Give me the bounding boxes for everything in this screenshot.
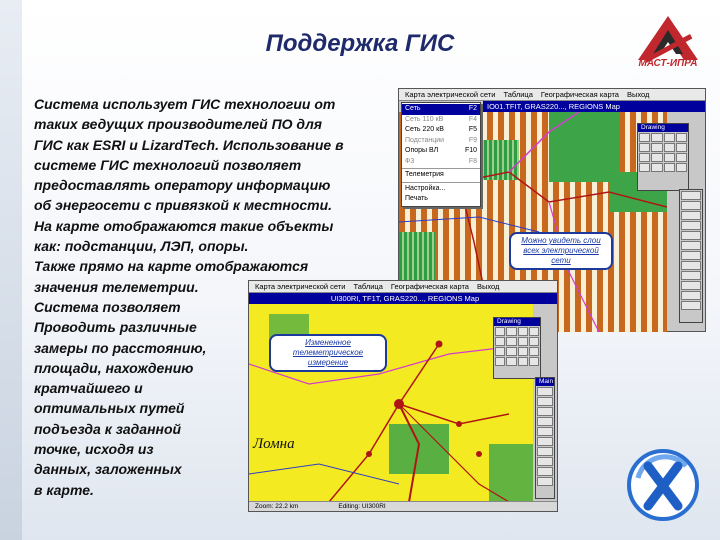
menu-item[interactable]: Карта электрической сети [405,90,496,99]
tool-button[interactable] [681,291,701,300]
tool-button[interactable] [664,133,675,142]
tool-button[interactable] [681,251,701,260]
map-window-title: UI300RI, TF1T, GRAS220..., REGIONS Map [249,293,557,304]
tool-button[interactable] [495,347,505,356]
menu-item[interactable]: Карта электрической сети [255,282,346,291]
tool-button[interactable] [537,427,553,436]
status-bar [249,501,557,511]
tool-button[interactable] [664,163,675,172]
tool-button[interactable] [639,133,650,142]
tool-button[interactable] [537,417,553,426]
status-editing: Editing: UI300RI [338,503,386,510]
map-window-title: IO01.TFIT, GRAS220..., REGIONS Map [483,101,705,112]
tool-button[interactable] [681,271,701,280]
x-brand-icon [626,448,700,522]
drawing-palette [637,123,689,191]
tool-button[interactable] [639,163,650,172]
tool-button[interactable] [681,301,701,310]
tool-button[interactable] [495,357,505,366]
tool-button[interactable] [506,347,516,356]
tool-button[interactable] [681,281,701,290]
gis-screenshot-telemetry [248,280,558,512]
tool-button[interactable] [518,327,528,336]
tool-button[interactable] [676,153,687,162]
body-text: Система использует ГИС технологии от таких ведущих производителей ПО для ГИС как ESRI и LizardTech. Использование в системе ГИС технологий позволяет предоставлять оператору информацию об энергосети с привязкой к местности. На карте отображаются такие объекты как: подстанции, ЛЭП, опоры. Также прямо на карте отображаются значения телеметрии. Система позволяет Проводить различные замеры по расстоянию, площади, нахождению кратчайшего и оптимальных путей подъезда к заданной точке, исходя из данных, заложенных в карте. [34,96,344,498]
tool-button[interactable] [651,153,662,162]
tool-button[interactable] [676,163,687,172]
logo-text: МАСТ-ИПРА [638,58,698,69]
menu-item[interactable]: Выход [476,282,500,291]
tool-button[interactable] [506,327,516,336]
layers-callout: Можно увидеть слои всех электрической сети [509,232,613,270]
layer-poles[interactable]: Опоры ВЛ F10 [405,147,477,154]
menu-item[interactable]: Таблица [353,282,383,291]
tool-button[interactable] [676,133,687,142]
layers-menu [401,102,481,207]
tool-button[interactable] [681,191,701,200]
menu-bar [249,281,557,293]
tool-button[interactable] [518,347,528,356]
tool-button[interactable] [676,143,687,152]
tool-button[interactable] [651,133,662,142]
tool-button[interactable] [529,337,539,346]
tool-button[interactable] [529,357,539,366]
main-toolbar [679,189,703,323]
tool-button[interactable] [537,407,553,416]
menu-telemetry[interactable]: Телеметрия [405,171,444,178]
telemetry-callout: Измененное телеметрическое измерение [269,334,387,372]
tool-button[interactable] [681,261,701,270]
tool-button[interactable] [664,143,675,152]
menu-print[interactable]: Печать [405,195,428,202]
menu-item[interactable]: Географическая карта [540,90,619,99]
tool-button[interactable] [651,143,662,152]
tool-button[interactable] [681,241,701,250]
tool-button[interactable] [529,327,539,336]
tool-button[interactable] [495,327,505,336]
tool-button[interactable] [681,221,701,230]
menu-item[interactable]: Таблица [503,90,533,99]
map-canvas[interactable] [249,304,533,502]
tool-button[interactable] [537,397,553,406]
tool-button[interactable] [495,337,505,346]
tool-button[interactable] [506,337,516,346]
main-toolbar [535,377,555,499]
tool-button[interactable] [537,437,553,446]
tool-button[interactable] [537,477,553,486]
status-zoom: Zoom: 22.2 km [255,503,299,510]
layer-220kv[interactable]: Сеть 220 кВ F5 [405,126,477,133]
palette-title: Drawing [494,318,540,326]
tool-button[interactable] [537,467,553,476]
layer-network[interactable]: Сеть F2 [402,104,480,115]
layer-110kv[interactable]: Сеть 110 кВ F4 [405,115,477,123]
menu-settings[interactable]: Настройка... [405,184,446,192]
menu-bar [399,89,705,101]
tool-button[interactable] [681,211,701,220]
tool-button[interactable] [639,143,650,152]
tool-button[interactable] [518,337,528,346]
tool-button[interactable] [639,153,650,162]
tool-button[interactable] [537,387,553,396]
tool-button[interactable] [529,347,539,356]
map-place-label: Ломна [253,436,295,452]
tool-button[interactable] [681,231,701,240]
menu-item[interactable]: Выход [626,90,650,99]
layer-substations[interactable]: Подстанции F9 [405,136,477,144]
palette-title: Main [536,378,554,386]
palette-title: Drawing [638,124,688,132]
menu-item[interactable]: Географическая карта [390,282,469,291]
tool-button[interactable] [537,447,553,456]
drawing-palette [493,317,541,379]
tool-button[interactable] [537,457,553,466]
tool-button[interactable] [518,357,528,366]
tool-button[interactable] [681,201,701,210]
tool-button[interactable] [651,163,662,172]
tool-button[interactable] [506,357,516,366]
slide-title: Поддержка ГИС [265,30,455,57]
left-decor-band [0,0,22,540]
layer-f3[interactable]: Ф3 F8 [405,157,477,165]
tool-button[interactable] [664,153,675,162]
